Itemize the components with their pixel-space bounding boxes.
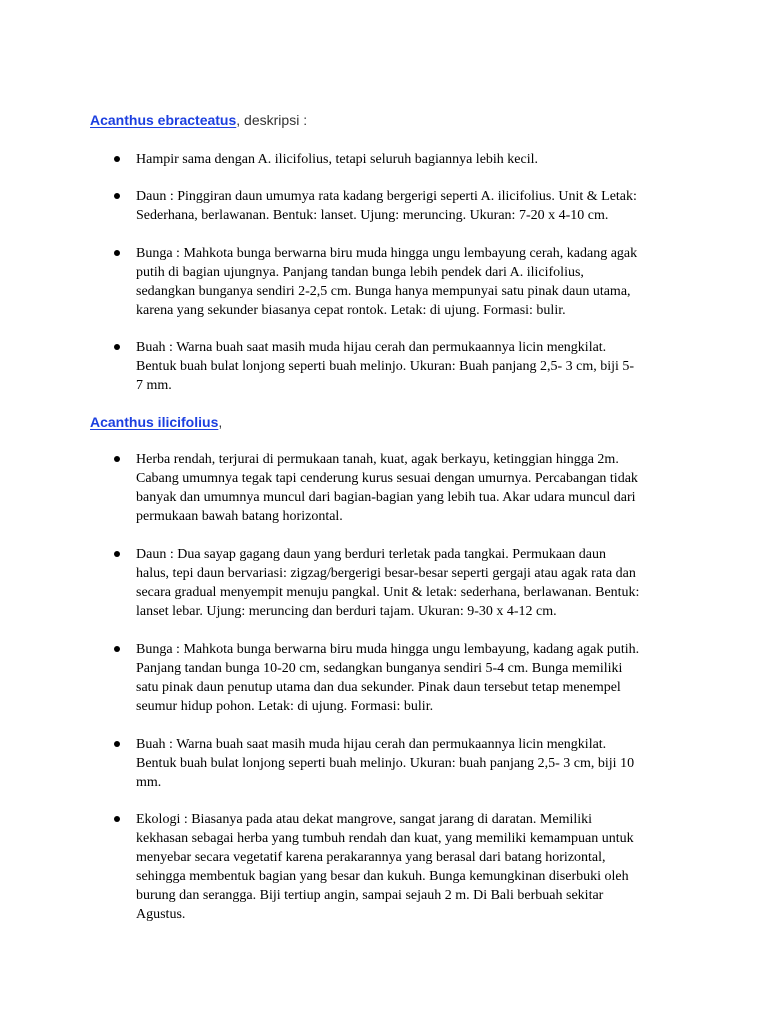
list-item-text [136,150,681,169]
list-item-text [136,640,681,716]
bullet-icon [114,741,120,747]
text-line: sedangkan bunganya sendiri 2-2,5 cm. Bunga hanya mempunyai satu pinak daun utama, [136,284,631,299]
heading-suffix: , deskripsi : [236,112,308,128]
bullet-icon [114,456,120,462]
bullet-icon [114,816,120,822]
text-line: Sederhana, berlawanan. Bentuk: lanset. Ujung: meruncing. Ukuran: 7-20 x 4-10 cm. [136,208,609,223]
text-line: 7 mm. [136,378,172,393]
text-line: Bentuk buah bulat lonjong seperti buah melinjo. Ukuran: buah panjang 2,5- 3 cm, biji 10 [136,756,635,771]
bullet-icon [114,646,120,652]
text-line: halus, tepi daun bervariasi: zigzag/bergerigi besar-besar seperti gergaji atau agak rata dan [136,566,636,581]
bullet-icon [114,156,120,162]
text-line: satu pinak daun penutup utama dan dua sekunder. Pinak daun tersebut tetap menempel [136,680,621,695]
text-line: menyebar secara vegetatif karena perakarannya yang berasal dari batang horizontal, [136,850,606,865]
species-link-ebracteatus[interactable]: Acanthus ebracteatus [90,112,237,128]
text-line: permukaan bawah batang horizontal. [136,509,343,524]
bullet-icon [114,551,120,557]
section-heading-ebracteatus [90,111,307,129]
text-line: Bunga : Mahkota bunga berwarna biru muda hingga ungu lembayung cerah, kadang agak [136,246,638,261]
list-item-text [136,450,681,526]
list-item-text [136,545,681,621]
text-line: mm. [136,775,162,790]
text-line: Daun : Dua sayap gagang daun yang berduri terletak pada tangkai. Permukaan daun [136,547,606,562]
bullet-icon [114,250,120,256]
text-line: Ekologi : Biasanya pada atau dekat mangrove, sangat jarang di daratan. Memiliki [136,812,593,827]
text-line: Hampir sama dengan A. ilicifolius, tetapi seluruh bagiannya lebih kecil. [136,152,539,167]
text-line: Buah : Warna buah saat masih muda hijau cerah dan permukaannya licin mengkilat. [136,340,607,355]
text-line: sehingga membentuk bagian yang besar dan kukuh. Bunga kemungkinan diserbuki oleh [136,869,629,884]
text-line: kekhasan sebagai herba yang tumbuh rendah dan kuat, yang memiliki kemampuan untuk [136,831,634,846]
text-line: karena yang sekunder biasanya cepat rontok. Letak: di ujung. Formasi: bulir. [136,303,566,318]
species-link-ilicifolius[interactable]: Acanthus ilicifolius [90,414,219,430]
list-item-text [136,338,681,395]
section-heading-ilicifolius [90,413,222,431]
heading-suffix: , [218,414,223,430]
text-line: banyak dan umumnya muncul dari bagian-bagian yang lebih tua. Akar udara muncul dari [136,490,636,505]
text-line: seumur hidup pohon. Letak: di ujung. Formasi: bulir. [136,699,434,714]
list-item-text [136,244,681,320]
text-line: Bunga : Mahkota bunga berwarna biru muda hingga ungu lembayung, kadang agak putih. [136,642,640,657]
bullet-icon [114,344,120,350]
text-line: Herba rendah, terjurai di permukaan tanah, kuat, agak berkayu, ketinggian hingga 2m. [136,452,619,467]
bullet-icon [114,193,120,199]
text-line: lanset lebar. Ujung: meruncing dan berduri tajam. Ukuran: 9-30 x 4-12 cm. [136,604,557,619]
text-line: Panjang tandan bunga 10-20 cm, sedangkan bunganya sendiri 5-4 cm. Bunga memiliki [136,661,623,676]
list-item-text [136,187,681,225]
list-item-text [136,735,681,792]
text-line: putih di bagian ujungnya. Panjang tandan bunga lebih pendek dari A. ilicifolius, [136,265,584,280]
text-line: secara gradual menyempit menuju pangkal. Unit & letak: sederhana, berlawanan. Bentuk: [136,585,640,600]
text-line: Buah : Warna buah saat masih muda hijau cerah dan permukaannya licin mengkilat. [136,737,607,752]
list-item-text [136,810,681,924]
text-line: Daun : Pinggiran daun umumya rata kadang bergerigi seperti A. ilicifolius. Unit & Letak: [136,189,637,204]
text-line: Cabang umumnya tegak tapi cenderung kurus sesuai dengan umurnya. Percabangan tidak [136,471,638,486]
text-line: Agustus. [136,907,186,922]
text-line: Bentuk buah bulat lonjong seperti buah melinjo. Ukuran: Buah panjang 2,5- 3 cm, biji 5- [136,359,635,374]
text-line: burung dan serangga. Biji tertiup angin, sampai sejauh 2 m. Di Bali berbuah sekitar [136,888,604,903]
